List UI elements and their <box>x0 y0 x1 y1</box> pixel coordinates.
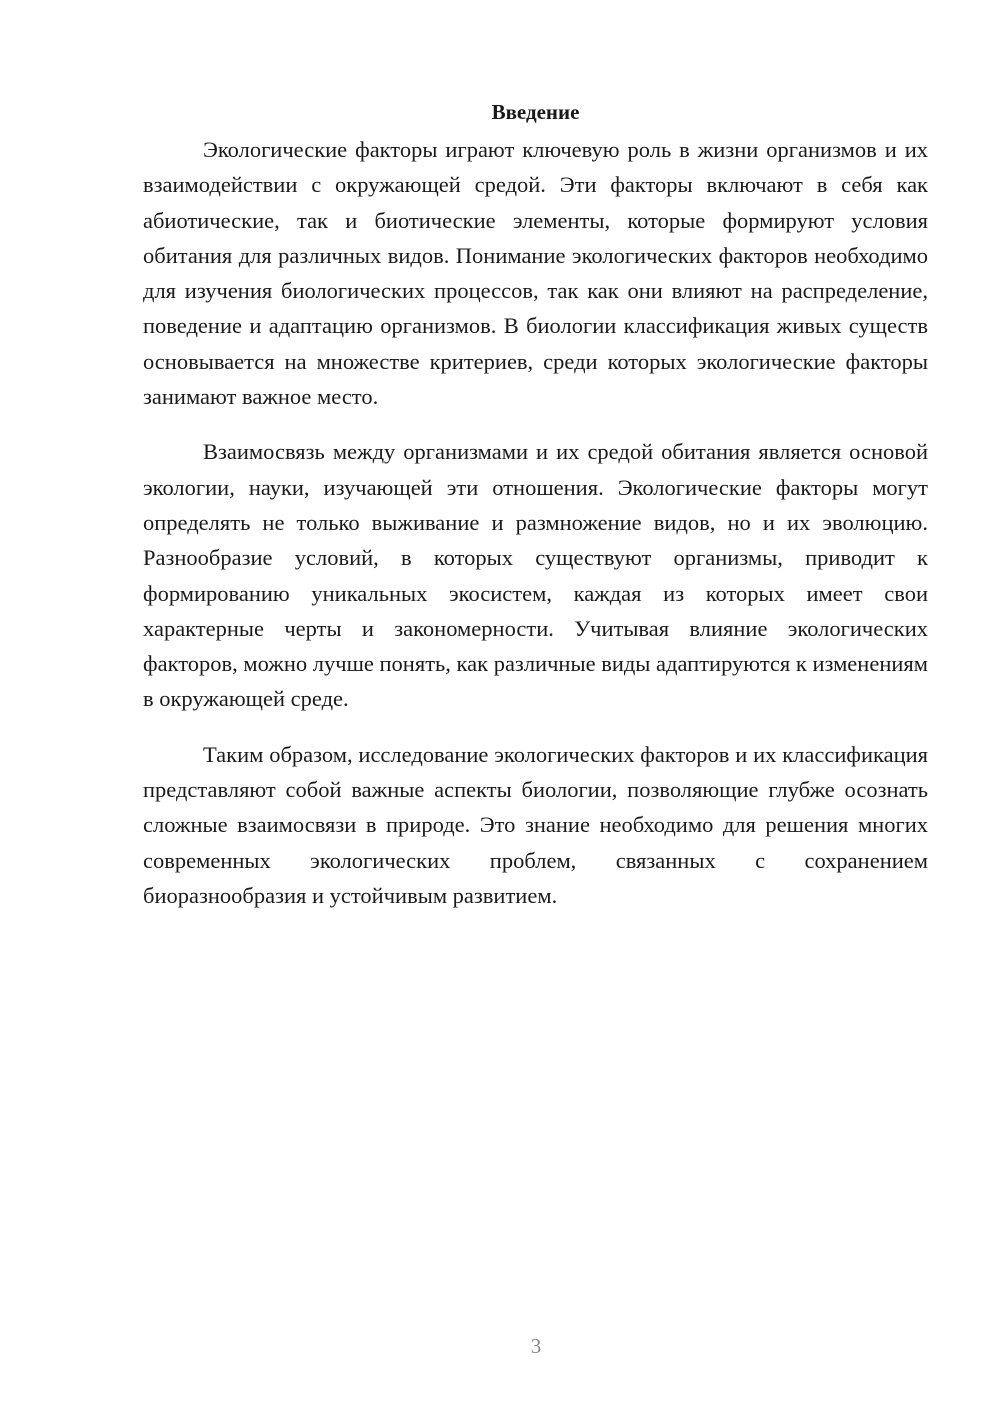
page-number: 3 <box>530 1334 542 1358</box>
paragraph-1: Экологические факторы играют ключевую роль в жизни организмов и их взаимодействии с окружающей средой. Эти факторы включают в себя как абиотические, так и биотические элементы, которые формируют условия обитания для различных видов. Понимание экологических факторов необходимо для изучения биологических процессов, так как они влияют на распределение, поведение и адаптацию организмов. В биологии классификация живых существ основывается на множестве критериев, среди которых экологические факторы занимают важное место. <box>143 137 928 410</box>
paragraph-3: Таким образом, исследование экологических факторов и их классификация представляют собой важные аспекты биологии, позволяющие глубже осознать сложные взаимосвязи в природе. Это знание необходимо для решения многих современных экологических проблем, связанных с сохранением биоразнообразия и устойчивым развитием. <box>143 741 928 908</box>
section-title: Введение <box>491 100 580 124</box>
paragraph-2: Взаимосвязь между организмами и их средой обитания является основой экологии, науки, изучающей эти отношения. Экологические факторы могут определять не только выживание и размножение видов, но и их эволюцию. Разнообразие условий, в которых существуют организмы, приводит к формированию уникальных экосистем, каждая из которых имеет свои характерные черты и закономерности. Учитывая влияние экологических факторов, можно лучше понять, как различные виды адаптируются к изменениям в окружающей среде. <box>143 439 928 712</box>
page-content <box>143 96 928 933</box>
